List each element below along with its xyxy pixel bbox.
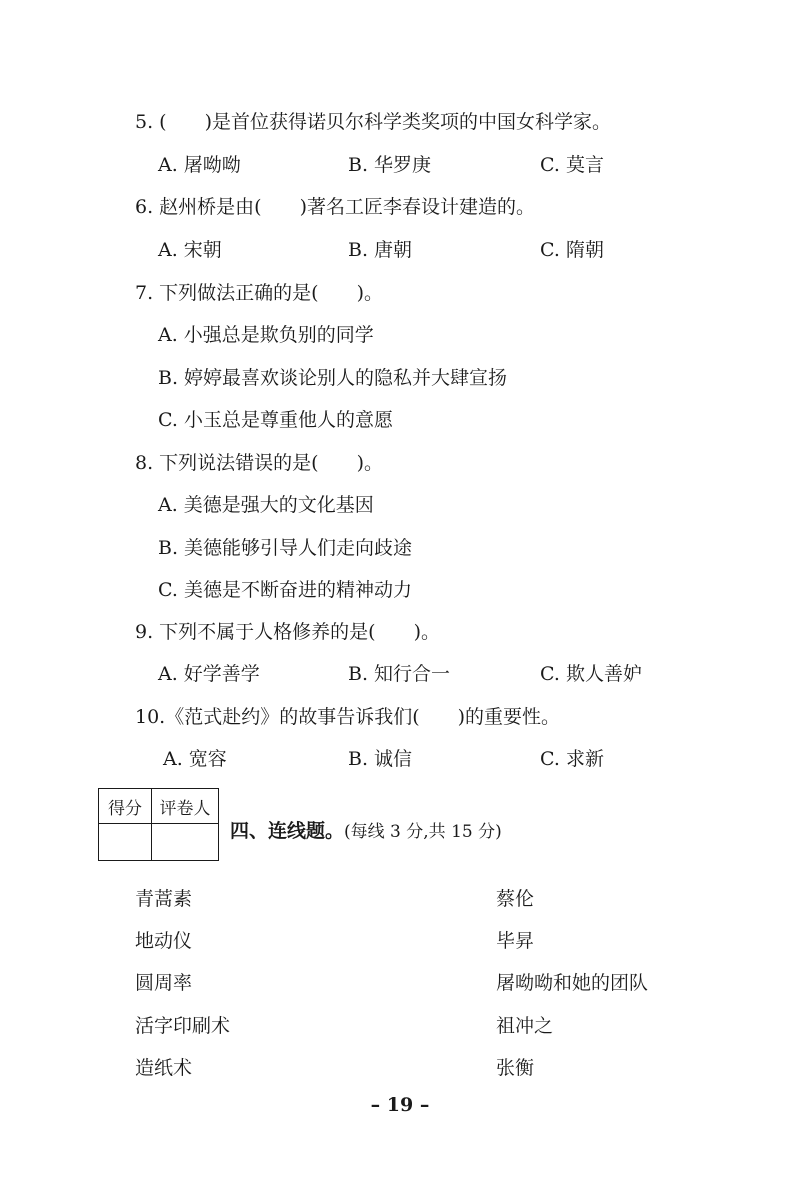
score-box-header-score: 得分 — [99, 789, 152, 824]
question-6-stem: 6. 赵州桥是由( )著名工匠李春设计建造的。 — [135, 196, 535, 218]
question-5-stem: 5. ( )是首位获得诺贝尔科学类奖项的中国女科学家。 — [135, 111, 611, 133]
page-number: – 19 – — [370, 1094, 430, 1116]
score-box — [98, 788, 219, 861]
question-9-option-a: A. 好学善学 — [158, 663, 260, 685]
question-10-option-c: C. 求新 — [540, 748, 604, 770]
question-6-option-b: B. 唐朝 — [348, 239, 413, 261]
section-4-heading — [230, 816, 502, 843]
question-9-option-b: B. 知行合一 — [348, 663, 451, 685]
question-7-option-b: B. 婷婷最喜欢谈论别人的隐私并大肆宣扬 — [158, 367, 508, 389]
match-left-item-3[interactable]: 圆周率 — [135, 972, 193, 994]
section-4-title: 四、连线题。 — [230, 820, 345, 842]
match-right-item-3[interactable]: 屠呦呦和她的团队 — [496, 972, 649, 994]
question-5-option-c: C. 莫言 — [540, 154, 604, 176]
match-right-item-2[interactable]: 毕昇 — [496, 930, 535, 952]
score-box-header-grader: 评卷人 — [152, 789, 219, 824]
match-right-item-1[interactable]: 蔡伦 — [496, 888, 535, 910]
question-9-option-c: C. 欺人善妒 — [540, 663, 642, 685]
score-box-grader-cell[interactable] — [152, 824, 219, 861]
question-8-stem: 8. 下列说法错误的是( )。 — [135, 452, 383, 474]
question-10-option-b: B. 诚信 — [348, 748, 413, 770]
match-left-item-1[interactable]: 青蒿素 — [135, 888, 193, 910]
question-7-option-a: A. 小强总是欺负别的同学 — [158, 324, 374, 346]
match-left-item-4[interactable]: 活字印刷术 — [135, 1015, 231, 1037]
question-5-option-b: B. 华罗庚 — [348, 154, 432, 176]
match-right-item-5[interactable]: 张衡 — [496, 1057, 535, 1079]
question-6-option-a: A. 宋朝 — [158, 239, 222, 261]
question-8-option-c: C. 美德是不断奋进的精神动力 — [158, 579, 412, 601]
section-4-note: (每线 3 分,共 15 分) — [344, 822, 502, 842]
question-9-stem: 9. 下列不属于人格修养的是( )。 — [135, 621, 440, 643]
question-10-stem: 10.《范式赴约》的故事告诉我们( )的重要性。 — [135, 706, 561, 728]
question-7-stem: 7. 下列做法正确的是( )。 — [135, 282, 383, 304]
question-5-option-a: A. 屠呦呦 — [158, 154, 241, 176]
question-8-option-a: A. 美德是强大的文化基因 — [158, 494, 374, 516]
match-left-item-5[interactable]: 造纸术 — [135, 1057, 193, 1079]
question-6-option-c: C. 隋朝 — [540, 239, 604, 261]
score-box-score-cell[interactable] — [99, 824, 152, 861]
match-right-item-4[interactable]: 祖冲之 — [496, 1015, 554, 1037]
question-8-option-b: B. 美德能够引导人们走向歧途 — [158, 537, 413, 559]
question-7-option-c: C. 小玉总是尊重他人的意愿 — [158, 409, 393, 431]
match-left-item-2[interactable]: 地动仪 — [135, 930, 193, 952]
question-10-option-a: A. 宽容 — [163, 748, 227, 770]
